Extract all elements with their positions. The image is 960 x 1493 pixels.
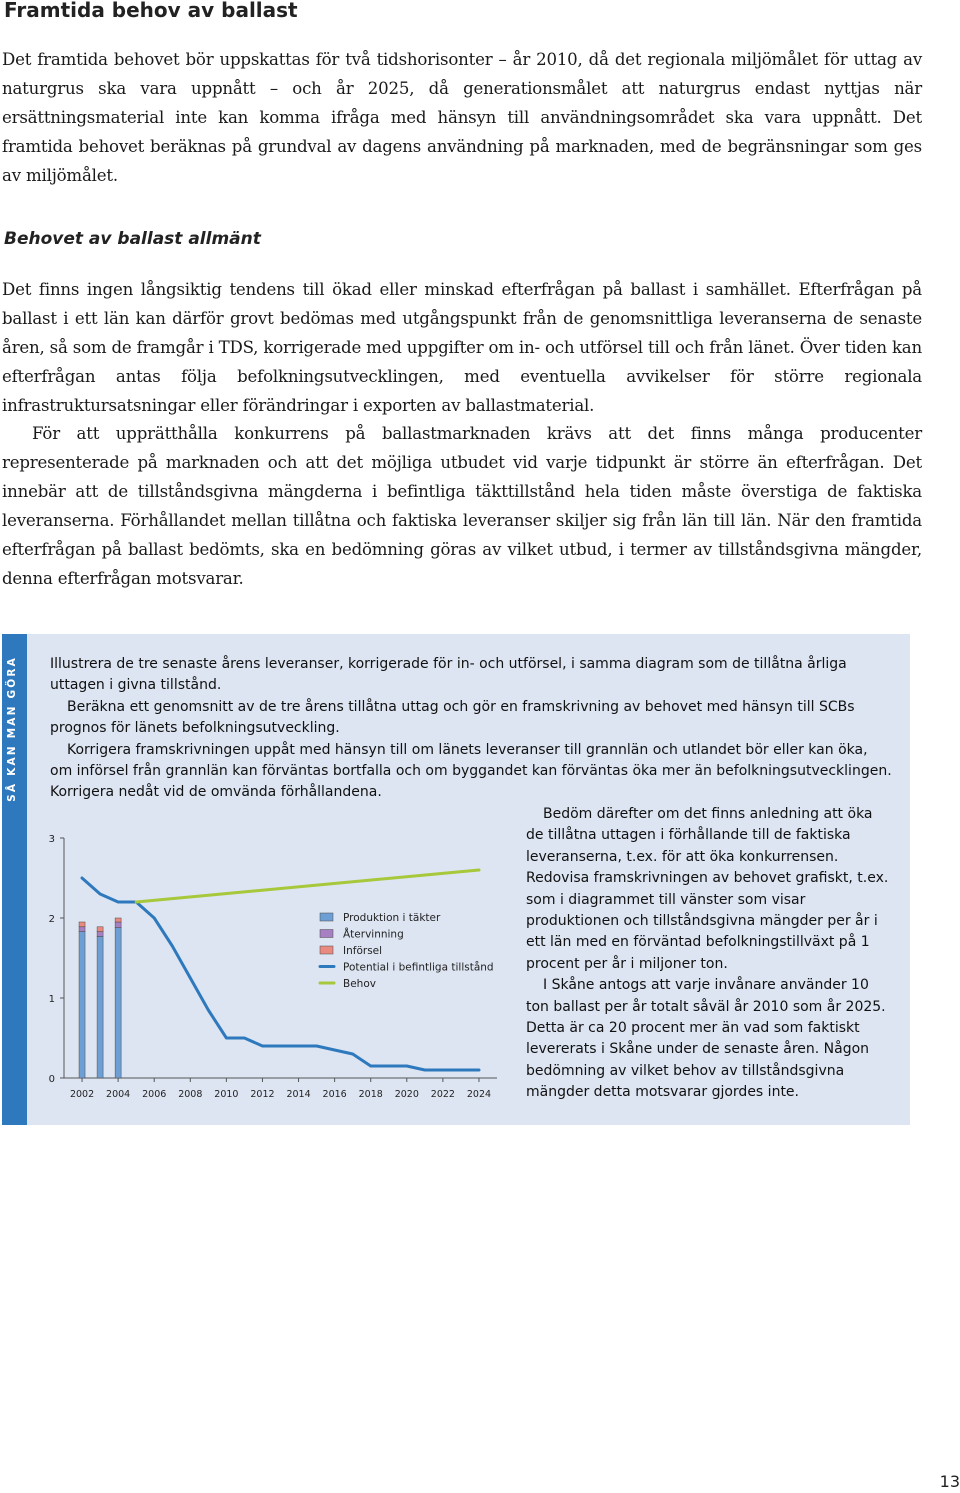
box-paragraph: Illustrera de tre senaste årens leveranser, korrigerade för in- och utförsel, i samma diagram som de tillåtna årliga uttagen i givna tillstånd. xyxy=(50,656,847,694)
potential-line xyxy=(82,878,479,1070)
x-tick-label: 2018 xyxy=(358,1089,383,1100)
x-tick-label: 2020 xyxy=(394,1089,419,1100)
bar-segment-inforsel xyxy=(79,922,85,927)
legend-swatch-atervinning xyxy=(320,930,333,938)
x-tick-label: 2016 xyxy=(322,1089,347,1100)
bar-segment-produktion xyxy=(115,928,121,1078)
body-paragraph: För att upprätthålla konkurrens på ballastmarknaden krävs att det finns många producenter representerade på marknaden och att det möjliga utbudet vid varje tidpunkt är större än efterfrågan. Det innebär att de tillståndsgivna mängderna i befintliga täkttillstånd hela tiden måste överstiga de faktiska leveranserna. Förhållandet mellan tillåtna och faktiska leveranser skiljer sig från län till län. När den framtida efterfrågan på ballast bedömts, ska en bedömning göras av vilket utbud, i termer av tillståndsgivna mängder, denna efterfrågan motsvarar. xyxy=(2,424,922,588)
bar-segment-inforsel xyxy=(97,927,103,932)
box-paragraph: Beräkna ett genomsnitt av de tre årens tillåtna uttag och gör en framskrivning av behovet med hänsyn till SCBs prognos för länets befolkningsutveckling. xyxy=(50,698,855,737)
legend-label: Produktion i täkter xyxy=(343,912,441,924)
x-tick-label: 2010 xyxy=(214,1089,239,1100)
box-paragraph: Bedöm därefter om det finns anledning att öka de tillåtna uttagen i förhållande till de faktiska leveranserna, t.ex. för att öka konkurrensen. Redovisa framskrivningen av behovet grafiskt, t.ex. som i diagrammet till vänster som visar produktionen och tillståndsgivna mängder per år i ett län med en förväntad befolkningstillväxt på 1 procent per år i miljoner ton. xyxy=(526,806,889,972)
legend-swatch-produktion xyxy=(320,913,333,921)
legend-label: Potential i befintliga tillstånd xyxy=(343,961,494,974)
bar-segment-produktion xyxy=(79,932,85,1078)
x-tick-label: 2014 xyxy=(286,1089,311,1100)
bar-segment-atervinning xyxy=(79,927,85,932)
section-heading: Behovet av ballast allmänt xyxy=(4,229,261,249)
x-tick-label: 2024 xyxy=(466,1089,492,1100)
legend-label: Återvinning xyxy=(343,928,404,941)
projection-chart xyxy=(2,634,910,1125)
page-number: 13 xyxy=(939,1472,960,1491)
x-tick-label: 2008 xyxy=(178,1089,203,1100)
box-paragraph: I Skåne antogs att varje invånare använder 10 ton ballast per år totalt såväl år 2010 som år 2025. Detta är ca 20 procent mer än vad som faktiskt levererats i Skåne under de senaste åren. Någon bedömning av vilket behov av tillståndsgivna mängder detta motsvarar gjordes inte. xyxy=(526,977,886,1101)
bar-segment-inforsel xyxy=(115,918,121,922)
y-tick-label: 2 xyxy=(48,914,55,925)
x-tick-label: 2004 xyxy=(106,1089,131,1100)
bar-segment-produktion xyxy=(97,936,103,1078)
x-tick-label: 2012 xyxy=(250,1089,275,1100)
bar-segment-atervinning xyxy=(115,922,121,928)
legend-label: Införsel xyxy=(343,945,383,957)
page-title: Framtida behov av ballast xyxy=(4,0,298,22)
legend-label: Behov xyxy=(343,978,376,990)
intro-paragraph: Det framtida behovet bör uppskattas för två tidshorisonter – år 2010, då det regionala miljömålet för uttag av naturgrus ska vara uppnått – och år 2025, då generationsmålet att naturgrus endast nyttjas när ersättningsmaterial inte kan komma ifråga med hänsyn till användningsområdet ska vara uppnått. Det framtida behovet beräknas på grundval av dagens användning på marknaden, med de begränsningar som ges av miljömålet. xyxy=(2,50,922,185)
y-tick-label: 1 xyxy=(48,994,55,1005)
bar-segment-atervinning xyxy=(97,932,103,937)
x-tick-label: 2006 xyxy=(142,1089,167,1100)
how-to-box xyxy=(2,634,910,1125)
box-paragraph: Korrigera framskrivningen uppåt med hänsyn till om länets leveranser till grannlän och utlandet bör eller kan öka, om införsel från grannlän kan förväntas bortfalla och om byggandet kan förväntas öka mer än befolkningsutvecklingen. Korrigera nedåt vid de omvända förhållandena. xyxy=(50,741,892,801)
y-tick-label: 0 xyxy=(48,1074,55,1085)
behov-line xyxy=(136,870,479,902)
x-tick-label: 2002 xyxy=(69,1089,95,1100)
side-tab-label: SÅ KAN MAN GÖRA xyxy=(6,656,18,802)
legend-swatch-inforsel xyxy=(320,946,333,954)
x-tick-label: 2022 xyxy=(430,1089,455,1100)
body-paragraph: Det finns ingen långsiktig tendens till ökad eller minskad efterfrågan på ballast i samhället. Efterfrågan på ballast i ett län kan därför grovt bedömas med utgångspunkt från de genomsnittliga leveranserna de senaste åren, så som de framgår i TDS, korrigerade med uppgifter om in- och utförsel till och från länet. Över tiden kan efterfrågan antas följa befolkningsutvecklingen, med eventuella avvikelser för större regionala infrastruktursatsningar eller förändringar i exporten av ballastmaterial. xyxy=(2,280,922,415)
y-tick-label: 3 xyxy=(48,834,55,845)
